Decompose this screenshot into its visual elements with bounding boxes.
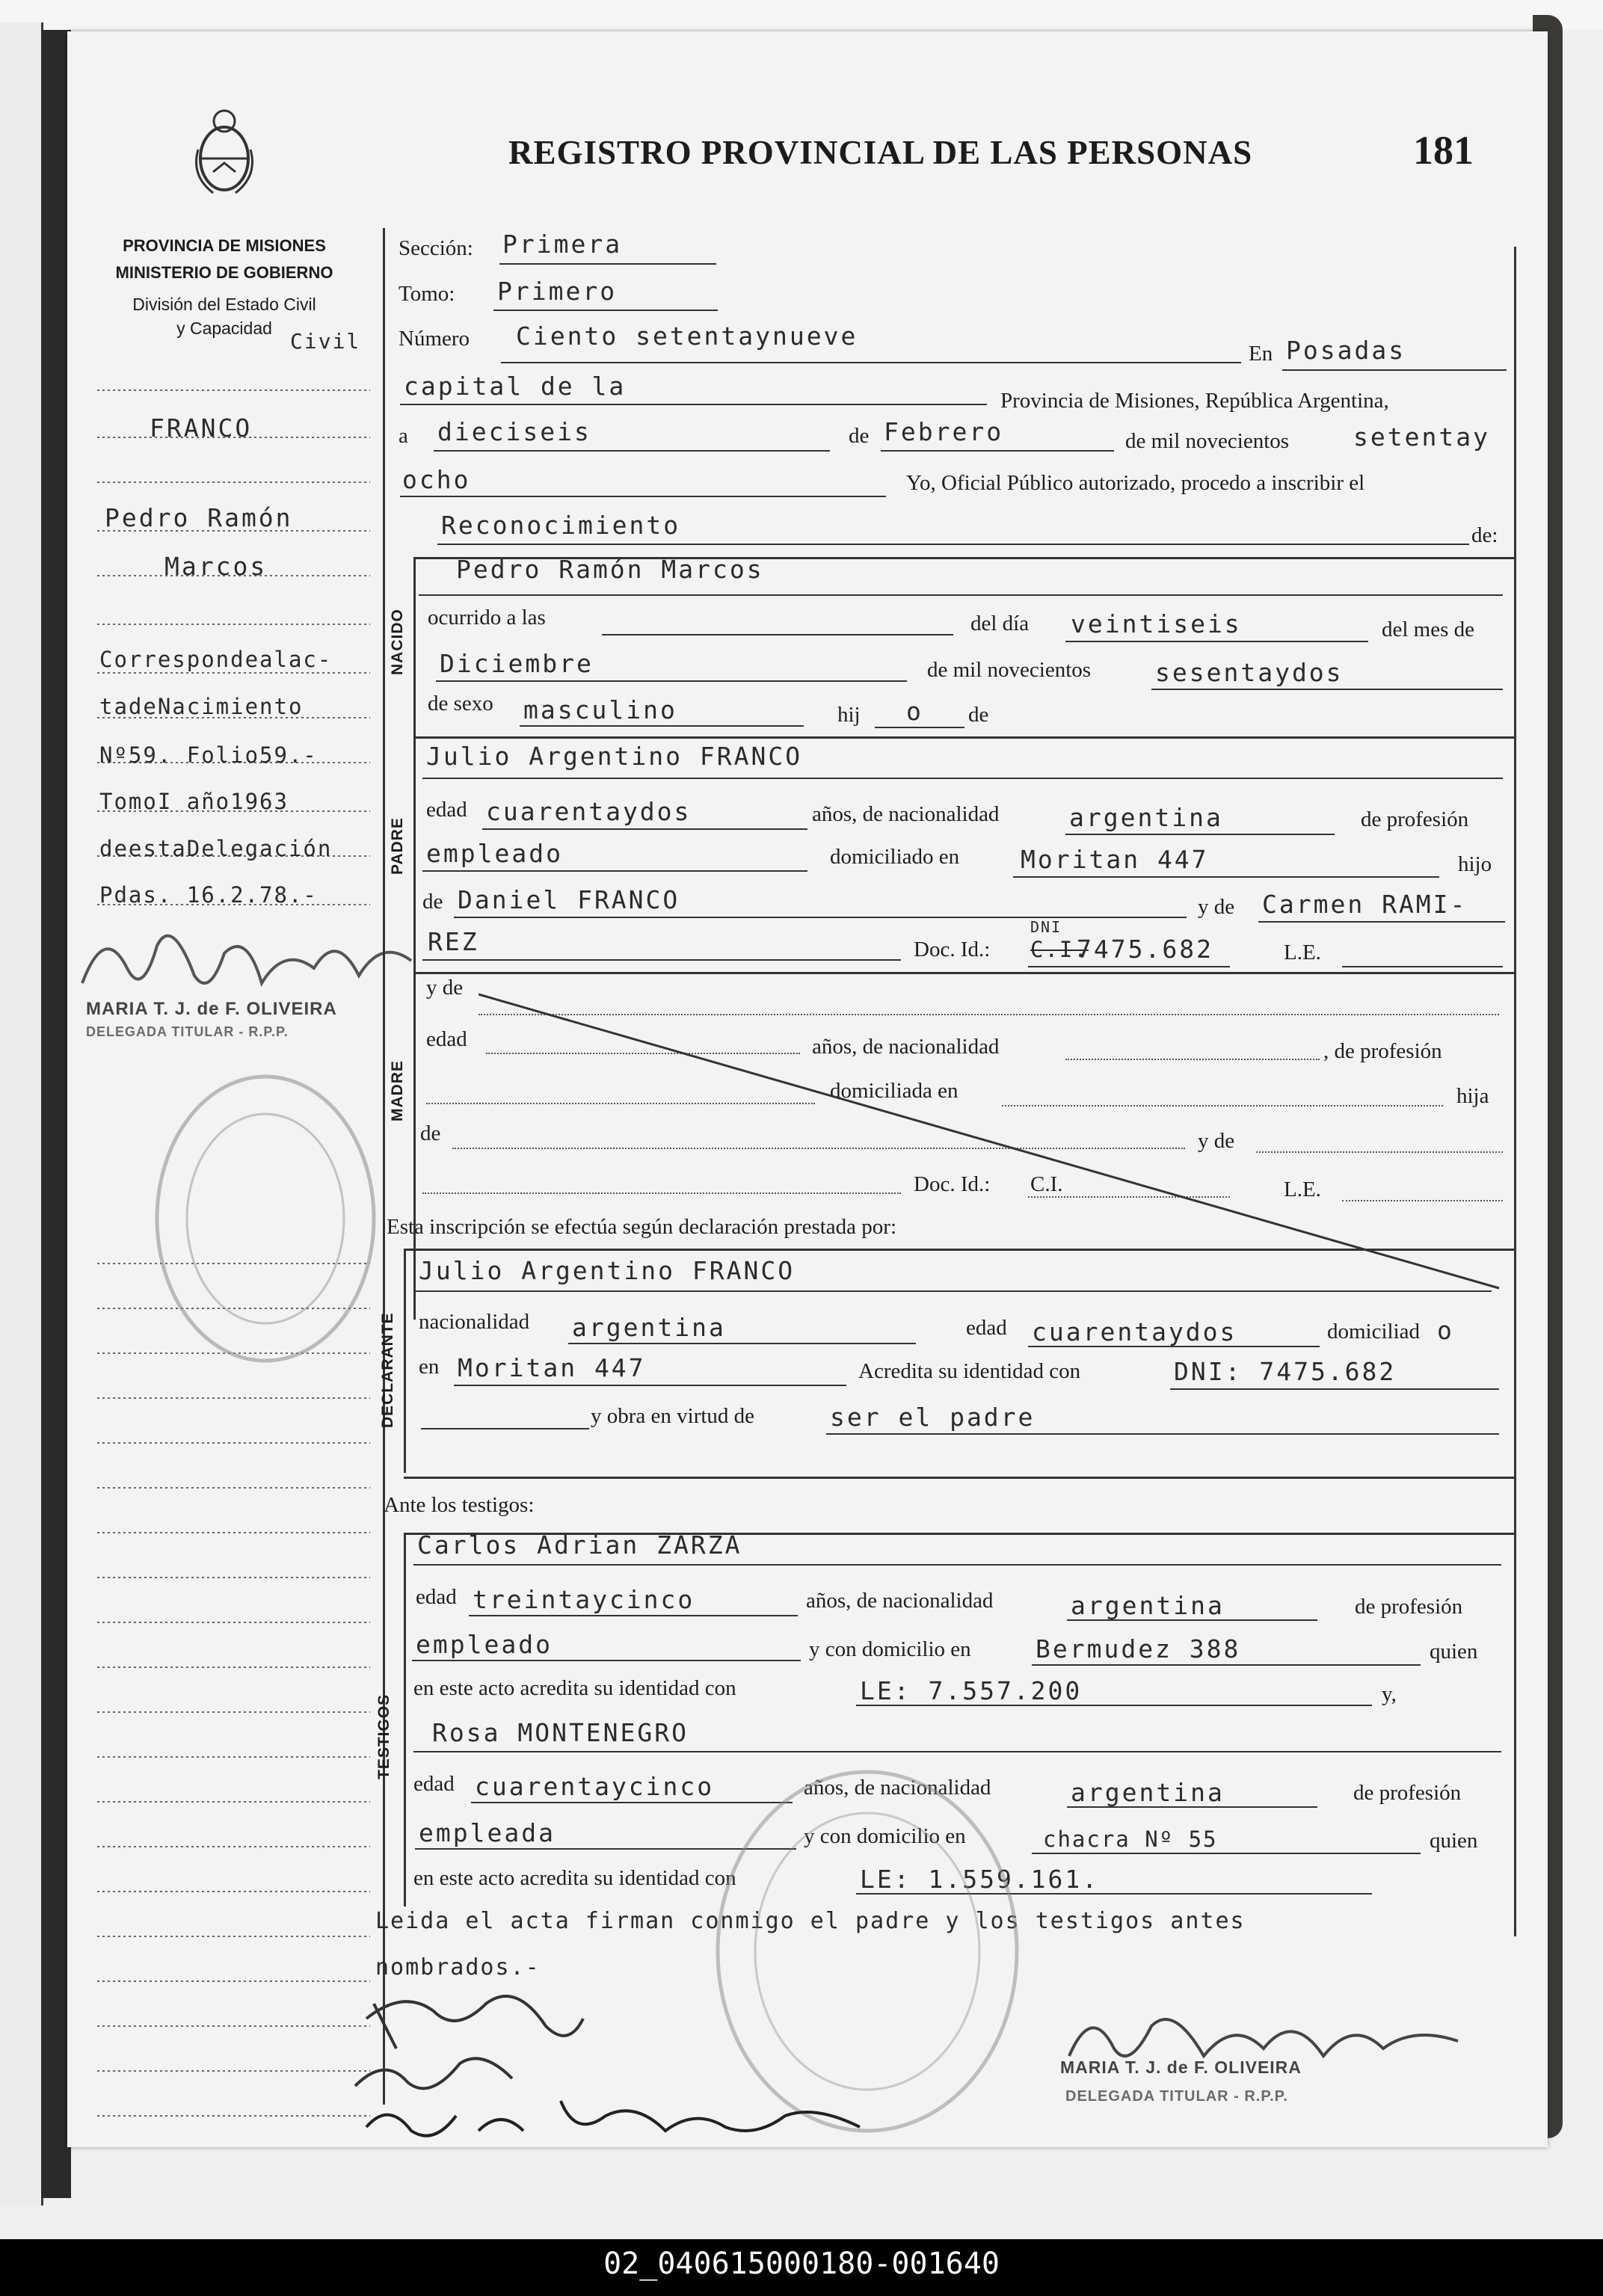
testigo1-edad-label: edad bbox=[416, 1585, 457, 1609]
nacido-anio-value: sesentaydos bbox=[1155, 658, 1344, 687]
testigo1-prof-label: de profesión bbox=[1355, 1595, 1463, 1619]
tipo-line bbox=[437, 544, 1469, 545]
testigo1-acredita-line bbox=[856, 1705, 1372, 1706]
mes-value: Febrero bbox=[884, 417, 1004, 446]
testigo1-acredita-value: LE: 7.557.200 bbox=[860, 1676, 1083, 1705]
madre-de-label: de bbox=[420, 1121, 441, 1145]
section-label-declarante: DECLARANTE bbox=[379, 1312, 396, 1428]
padre-le-line bbox=[1342, 966, 1503, 967]
org-division-2: y Capacidad bbox=[176, 318, 272, 338]
en-line bbox=[1282, 369, 1507, 371]
declarante-en-value: Moritan 447 bbox=[458, 1353, 646, 1382]
margin-signature bbox=[75, 916, 426, 1006]
org-handwritten-note: Civil bbox=[290, 329, 361, 354]
section-inner-rule bbox=[413, 557, 416, 1320]
testigo1-y: y, bbox=[1382, 1682, 1397, 1706]
oficial-text: Yo, Oficial Público autorizado, procedo a inscribir el bbox=[906, 471, 1365, 495]
section-label-nacido: NACIDO bbox=[389, 609, 406, 675]
margin-given-name-2: Marcos bbox=[164, 552, 268, 581]
testigos-intro: Ante los testigos: bbox=[384, 1493, 535, 1517]
scan-image-id: 02_040615000180-001640 bbox=[603, 2247, 1000, 2281]
hij-de-label: de bbox=[968, 703, 989, 727]
padre-dom-value: Moritan 447 bbox=[1021, 845, 1209, 874]
testigo2-edad-value: cuarentaycinco bbox=[475, 1772, 715, 1801]
closing-stamp-title: DELEGADA TITULAR - R.P.P. bbox=[1065, 2088, 1288, 2105]
padre-edad-label: edad bbox=[426, 798, 467, 822]
org-province: PROVINCIA DE MISIONES bbox=[123, 236, 326, 255]
dia-line bbox=[434, 450, 830, 452]
padre-y-de-label: y de bbox=[1198, 895, 1235, 919]
form-left-rule bbox=[383, 228, 385, 2105]
padre-prof-label: de profesión bbox=[1361, 807, 1469, 831]
en-label: En bbox=[1249, 342, 1273, 366]
en-value: Posadas bbox=[1286, 336, 1406, 365]
coat-of-arms-icon bbox=[191, 105, 258, 198]
padre-nac-line bbox=[1065, 834, 1335, 835]
testigo2-dom-line bbox=[1032, 1853, 1421, 1854]
declarante-nombre-line bbox=[415, 1290, 1492, 1292]
testigo2-nac-line bbox=[1067, 1806, 1317, 1808]
madre-edad-label: edad bbox=[426, 1027, 467, 1051]
testigo1-nac-line bbox=[1067, 1619, 1317, 1621]
numero-value: Ciento setentaynueve bbox=[516, 321, 858, 351]
hij-line bbox=[875, 727, 964, 728]
padre-prof-value: empleado bbox=[426, 839, 563, 868]
abuela-line bbox=[1258, 921, 1505, 923]
declarante-en-line bbox=[454, 1385, 846, 1386]
declarante-obra-blank bbox=[421, 1428, 589, 1429]
abuela-line-2 bbox=[422, 959, 901, 961]
padre-nombre: Julio Argentino FRANCO bbox=[426, 742, 803, 771]
margin-note-line: Correspondealac- bbox=[99, 647, 333, 672]
testigo1-dom-line bbox=[1032, 1664, 1421, 1666]
numero-label: Número bbox=[399, 327, 470, 351]
de-end-label: de: bbox=[1471, 523, 1498, 547]
anio-line-2 bbox=[400, 496, 886, 497]
declarante-bottom-rule bbox=[404, 1477, 1514, 1479]
anio-value-2: ocho bbox=[402, 465, 471, 494]
testigo2-nac-label: años, de nacionalidad bbox=[804, 1776, 991, 1800]
padre-top-rule bbox=[415, 736, 1514, 739]
testigo2-nombre: Rosa MONTENEGRO bbox=[432, 1718, 689, 1747]
abuelo-value: Daniel FRANCO bbox=[458, 885, 680, 914]
testigo1-dom-label: y con domicilio en bbox=[809, 1637, 971, 1661]
anio-label: de mil novecientos bbox=[1125, 429, 1290, 453]
declarante-nac-value: argentina bbox=[572, 1313, 726, 1342]
madre-y-de-label: y de bbox=[426, 976, 464, 1000]
declarante-dom-label: domiciliad bbox=[1327, 1320, 1421, 1344]
madre-nac-label: años, de nacionalidad bbox=[812, 1035, 1000, 1059]
padre-edad-line bbox=[482, 828, 807, 830]
section-label-testigos: TESTIGOS bbox=[375, 1693, 393, 1779]
testigo1-edad-line bbox=[469, 1615, 798, 1616]
seccion-line bbox=[499, 263, 716, 265]
padre-nombre-line bbox=[422, 778, 1503, 779]
testigo2-dom-label: y con domicilio en bbox=[804, 1824, 966, 1848]
registry-seal bbox=[150, 1069, 381, 1368]
padre-dom-label: domiciliado en bbox=[830, 845, 960, 869]
declarante-dom-suffix: o bbox=[1437, 1316, 1454, 1345]
capital-value: capital de la bbox=[404, 372, 627, 401]
declarante-obra-line bbox=[826, 1433, 1499, 1435]
madre-hija-label: hija bbox=[1456, 1084, 1489, 1108]
declarante-obra-label: y obra en virtud de bbox=[591, 1404, 755, 1428]
hij-value: o bbox=[906, 697, 923, 726]
declarante-edad-value: cuarentaydos bbox=[1032, 1317, 1237, 1346]
padre-hijo-label: hijo bbox=[1458, 852, 1492, 876]
testigo2-acredita-label: en este acto acredita su identidad con bbox=[413, 1866, 736, 1890]
margin-stamp-title: DELEGADA TITULAR - R.P.P. bbox=[86, 1024, 289, 1039]
declarante-edad-line bbox=[1028, 1346, 1320, 1347]
testigo1-acredita-label: en este acto acredita su identidad con bbox=[413, 1676, 736, 1700]
folio-number: 181 bbox=[1413, 128, 1474, 173]
declarante-obra-value: ser el padre bbox=[830, 1403, 1036, 1432]
hij-label: hij bbox=[837, 703, 861, 727]
madre-top-rule bbox=[415, 972, 1514, 974]
capital-line bbox=[400, 404, 987, 405]
padre-doc-type: C.I. bbox=[1030, 937, 1089, 962]
form-right-rule bbox=[1514, 247, 1516, 1936]
book-binding bbox=[41, 30, 71, 2198]
seccion-value: Primera bbox=[502, 230, 623, 259]
margin-given-name: Pedro Ramón bbox=[105, 503, 293, 532]
declarante-acredita-value: DNI: 7475.682 bbox=[1174, 1357, 1397, 1386]
nacido-mes-value: Diciembre bbox=[440, 649, 594, 678]
padre-nac-label: años, de nacionalidad bbox=[812, 802, 1000, 826]
declarante-nombre: Julio Argentino FRANCO bbox=[419, 1256, 796, 1285]
testigo1-nac-value: argentina bbox=[1071, 1591, 1225, 1620]
abuela-value: Carmen RAMI- bbox=[1262, 890, 1468, 919]
madre-ci-label: C.I. bbox=[1030, 1172, 1063, 1196]
testigo1-nombre: Carlos Adrian ZARZA bbox=[417, 1530, 742, 1560]
nacido-dia-line bbox=[1065, 641, 1368, 642]
closing-stamp-name: MARIA T. J. de F. OLIVEIRA bbox=[1060, 2058, 1302, 2077]
sexo-label: de sexo bbox=[428, 692, 493, 715]
del-dia-label: del día bbox=[970, 612, 1030, 635]
provincia-text: Provincia de Misiones, República Argentina, bbox=[1000, 389, 1389, 413]
declarante-nac-line bbox=[568, 1343, 916, 1344]
madre-y-de2-label: y de bbox=[1198, 1129, 1235, 1153]
margin-surname: FRANCO bbox=[150, 413, 253, 443]
padre-doc-type-corr: DNI bbox=[1030, 918, 1062, 936]
margin-note-line: deestaDelegación bbox=[99, 836, 333, 861]
declarante-en-label: en bbox=[419, 1355, 440, 1379]
declarante-rule bbox=[404, 1249, 406, 1473]
testigo2-prof-value: empleada bbox=[419, 1818, 556, 1847]
declarante-nac-label: nacionalidad bbox=[419, 1310, 530, 1334]
testigo2-acredita-value: LE: 1.559.161. bbox=[860, 1865, 1100, 1894]
padre-de-label: de bbox=[422, 890, 443, 914]
del-mes-label: del mes de bbox=[1382, 618, 1475, 641]
sexo-value: masculino bbox=[523, 695, 677, 724]
tomo-line bbox=[493, 310, 718, 311]
page-title: REGISTRO PROVINCIAL DE LAS PERSONAS bbox=[508, 134, 1253, 171]
section-label-madre: MADRE bbox=[389, 1060, 406, 1121]
padre-doc-label: Doc. Id.: bbox=[914, 938, 991, 961]
padre-dom-line bbox=[1013, 876, 1439, 878]
de-label: de bbox=[849, 424, 870, 448]
testigo1-nombre-line bbox=[413, 1564, 1501, 1566]
testigo2-prof-label: de profesión bbox=[1353, 1781, 1462, 1805]
abuelo-line bbox=[454, 917, 1187, 918]
nacido-mes-line bbox=[436, 680, 907, 682]
testigo2-nombre-line bbox=[413, 1751, 1501, 1752]
org-division: División del Estado Civil bbox=[132, 295, 316, 314]
section-label-padre: PADRE bbox=[389, 817, 406, 875]
ocurrido-line bbox=[602, 634, 953, 635]
madre-le-label: L.E. bbox=[1284, 1178, 1321, 1201]
ocurrido-label: ocurrido a las bbox=[428, 606, 546, 630]
margin-note-line: tadeNacimiento bbox=[99, 694, 304, 719]
testigos-rule bbox=[404, 1533, 406, 1906]
seccion-label: Sección: bbox=[399, 236, 473, 260]
testigo2-edad-label: edad bbox=[413, 1772, 455, 1796]
tomo-value: Primero bbox=[497, 277, 618, 306]
madre-doc-label: Doc. Id.: bbox=[914, 1172, 991, 1196]
scan-background bbox=[0, 0, 1603, 30]
registry-seal-bottom bbox=[710, 1764, 1024, 2138]
testigo2-dom-value: chacra Nº 55 bbox=[1043, 1826, 1218, 1852]
nacido-nombre: Pedro Ramón Marcos bbox=[456, 555, 764, 584]
cierre-line-2: nombrados.- bbox=[375, 1954, 541, 1980]
declarante-intro: Esta inscripción se efectúa según declaración prestada por: bbox=[387, 1215, 897, 1239]
testigo1-prof-line bbox=[412, 1660, 801, 1661]
tipo-value: Reconocimiento bbox=[441, 511, 681, 540]
nacido-anio-line bbox=[1151, 689, 1503, 690]
margin-note-line: Nº59. Folio59.- bbox=[99, 742, 318, 768]
tomo-label: Tomo: bbox=[399, 282, 455, 306]
declarante-acredita-label: Acredita su identidad con bbox=[858, 1359, 1081, 1383]
nacido-dia-value: veintiseis bbox=[1071, 609, 1242, 638]
margin-stamp-name: MARIA T. J. de F. OLIVEIRA bbox=[86, 999, 337, 1019]
madre-dom-label: domiciliada en bbox=[830, 1079, 959, 1103]
cierre-line-1: Leida el acta firman conmigo el padre y los testigos antes bbox=[375, 1908, 1246, 1934]
testigo1-quien: quien bbox=[1430, 1640, 1478, 1663]
mes-line bbox=[881, 450, 1114, 452]
witness2-signature bbox=[351, 2086, 875, 2146]
padre-nac-value: argentina bbox=[1069, 803, 1223, 832]
numero-line bbox=[501, 362, 1241, 363]
testigo1-dom-value: Bermudez 388 bbox=[1036, 1634, 1241, 1663]
sexo-line bbox=[520, 725, 804, 727]
padre-prof-line bbox=[422, 870, 807, 872]
margin-note-line: Pdas. 16.2.78.- bbox=[99, 882, 318, 908]
nacido-nombre-line bbox=[419, 594, 1503, 596]
testigo2-quien: quien bbox=[1430, 1829, 1478, 1853]
padre-le-label: L.E. bbox=[1284, 941, 1321, 964]
declarante-acredita-line bbox=[1170, 1388, 1499, 1390]
previous-page-edge bbox=[0, 22, 43, 2206]
testigo2-nac-value: argentina bbox=[1071, 1778, 1225, 1807]
padre-edad-value: cuarentaydos bbox=[486, 797, 692, 826]
declarante-edad-label: edad bbox=[966, 1316, 1007, 1340]
org-ministry: MINISTERIO DE GOBIERNO bbox=[115, 263, 333, 282]
testigo1-edad-value: treintaycinco bbox=[473, 1585, 695, 1614]
a-label: a bbox=[399, 424, 408, 448]
anio-value: setentay bbox=[1353, 422, 1490, 452]
madre-prof-label: , de profesión bbox=[1323, 1039, 1442, 1063]
declarante-top-rule bbox=[404, 1249, 1514, 1251]
abuela-value-2: REZ bbox=[428, 927, 479, 956]
nacido-anio-label: de mil novecientos bbox=[927, 658, 1092, 682]
padre-doc-value: 7475.682 bbox=[1077, 935, 1213, 964]
padre-doc-line bbox=[1028, 966, 1230, 967]
testigo1-nac-label: años, de nacionalidad bbox=[806, 1589, 994, 1613]
testigo1-prof-value: empleado bbox=[416, 1630, 553, 1659]
dia-value: dieciseis bbox=[437, 417, 591, 446]
margin-note-line: TomoI año1963 bbox=[99, 789, 289, 814]
